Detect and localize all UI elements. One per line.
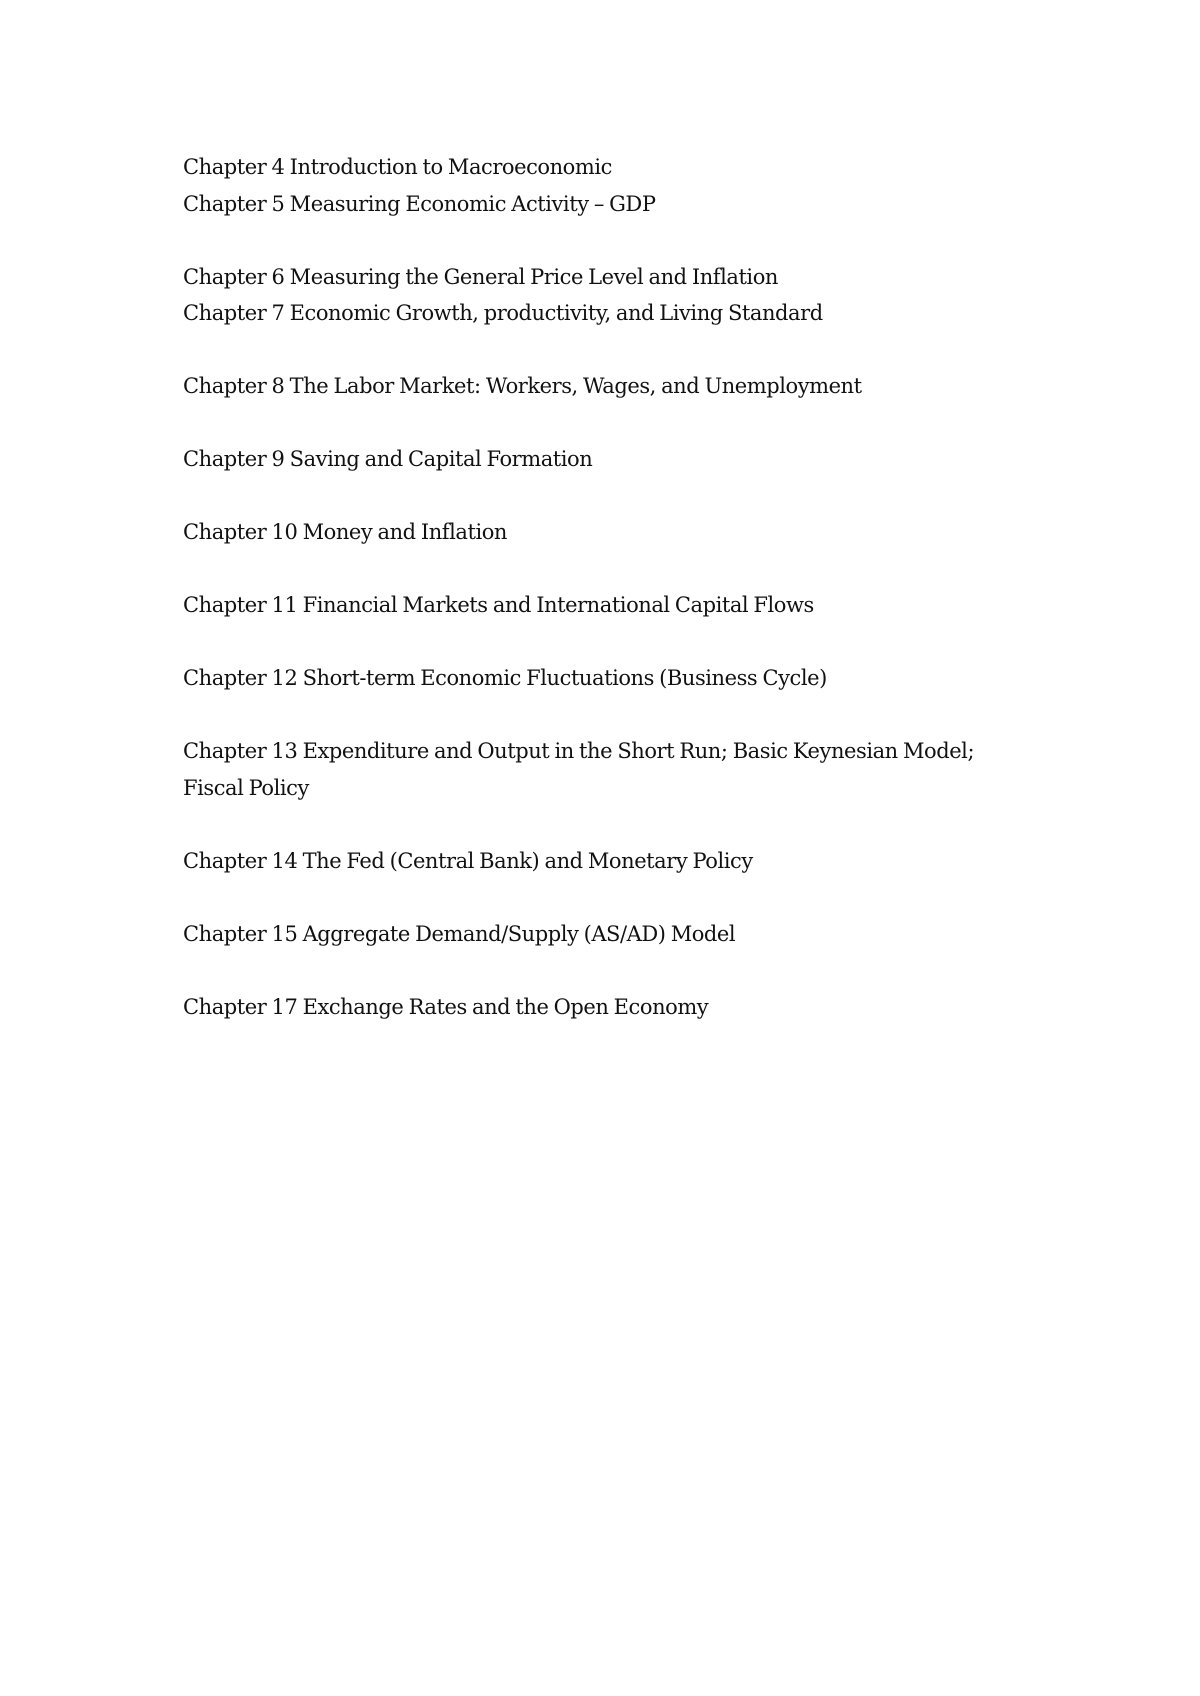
chapter-13-continuation-line: Fiscal Policy xyxy=(183,775,309,800)
chapter-9-line: Chapter 9 Saving and Capital Formation xyxy=(183,447,593,471)
chapter-13-line: Chapter 13 Expenditure and Output in the Short Run; Basic Keynesian Model; xyxy=(183,739,975,763)
chapter-12-line: Chapter 12 Short-term Economic Fluctuations (Business Cycle) xyxy=(183,666,827,690)
chapter-15-line: Chapter 15 Aggregate Demand/Supply (AS/AD) Model xyxy=(183,921,736,946)
chapter-8-line: Chapter 8 The Labor Market: Workers, Wages, and Unemployment xyxy=(183,374,862,398)
chapter-6-line: Chapter 6 Measuring the General Price Level and Inflation xyxy=(183,264,778,289)
chapter-5-line: Chapter 5 Measuring Economic Activity – GDP xyxy=(183,191,656,216)
chapter-14-line: Chapter 14 The Fed (Central Bank) and Monetary Policy xyxy=(183,848,753,873)
chapter-10-line: Chapter 10 Money and Inflation xyxy=(183,520,507,544)
chapter-7-line: Chapter 7 Economic Growth, productivity, and Living Standard xyxy=(183,301,823,325)
chapter-4-line: Chapter 4 Introduction to Macroeconomic xyxy=(183,155,612,179)
chapter-11-line: Chapter 11 Financial Markets and International Capital Flows xyxy=(183,593,814,617)
chapter-list xyxy=(183,149,1063,1025)
chapter-17-line: Chapter 17 Exchange Rates and the Open Economy xyxy=(183,994,709,1019)
